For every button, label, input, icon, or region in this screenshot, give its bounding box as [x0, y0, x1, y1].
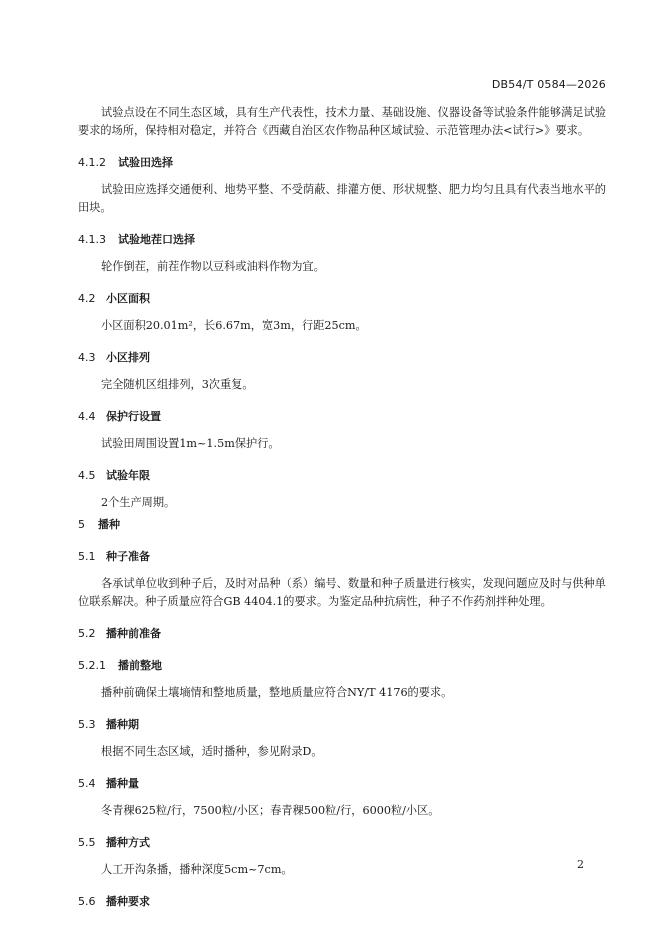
section-number: 4.1.2	[78, 156, 106, 169]
paragraph-5-4: 冬青稞625粒/行，7500粒/小区；春青稞500粒/行，6000粒/小区。	[101, 804, 440, 817]
document-code: DB54/T 0584—2026	[491, 78, 606, 91]
section-title: 小区排列	[106, 351, 150, 364]
heading-4-5	[78, 467, 606, 485]
section-title: 试验年限	[106, 469, 150, 482]
section-number: 4.3	[78, 351, 96, 364]
section-title: 播种	[98, 518, 120, 531]
section-title: 种子准备	[106, 550, 150, 563]
heading-5-4	[78, 775, 606, 793]
page-number: 2	[577, 858, 584, 871]
heading-5-1	[78, 548, 606, 566]
section-title: 播种期	[106, 718, 139, 731]
paragraph-4-5: 2个生产周期。	[101, 496, 176, 509]
paragraph-4-2: 小区面积20.01m²，长6.67m，宽3m，行距25cm。	[101, 319, 367, 332]
section-number: 4.4	[78, 410, 96, 423]
page-body	[78, 104, 606, 911]
section-number: 4.2	[78, 292, 96, 305]
heading-4-2	[78, 290, 606, 308]
heading-5	[78, 516, 606, 534]
section-number: 5.6	[78, 895, 96, 908]
heading-5-3	[78, 716, 606, 734]
heading-5-2	[78, 625, 606, 643]
intro-paragraph: 试验点设在不同生态区域，具有生产代表性，技术力量、基础设施、仪器设备等试验条件能够满足试验要求的场所，保持相对稳定，并符合《西藏自治区农作物品种区域试验、示范管理办法<试行>》要求。	[78, 106, 606, 137]
section-number: 5.1	[78, 550, 96, 563]
section-number: 4.1.3	[78, 233, 106, 246]
section-number: 5.2.1	[78, 659, 106, 672]
heading-4-4	[78, 408, 606, 426]
paragraph-5-3: 根据不同生态区域，适时播种，参见附录D。	[101, 745, 323, 758]
section-title: 播种方式	[106, 836, 150, 849]
section-number: 5.5	[78, 836, 96, 849]
heading-4-1-2	[78, 154, 606, 172]
heading-5-6	[78, 893, 606, 911]
section-title: 播种量	[106, 777, 139, 790]
section-number: 5.4	[78, 777, 96, 790]
section-number: 4.5	[78, 469, 96, 482]
paragraph-4-3: 完全随机区组排列，3次重复。	[101, 378, 254, 391]
paragraph-4-1-2: 试验田应选择交通便利、地势平整、不受荫蔽、排灌方便、形状规整、肥力均匀且具有代表当地水平的田块。	[78, 183, 606, 214]
section-title: 小区面积	[106, 292, 150, 305]
heading-4-1-3	[78, 231, 606, 249]
heading-5-2-1	[78, 657, 606, 675]
section-title: 播前整地	[118, 659, 162, 672]
section-title: 保护行设置	[106, 410, 161, 423]
section-number: 5.2	[78, 627, 96, 640]
paragraph-5-2-1: 播种前确保土壤墒情和整地质量，整地质量应符合NY/T 4176的要求。	[101, 686, 453, 699]
paragraph-5-1: 各承试单位收到种子后，及时对品种（系）编号、数量和种子质量进行核实，发现问题应及时与供种单位联系解决。种子质量应符合GB 4404.1的要求。为鉴定品种抗病性，种子不作药剂拌种处理。	[78, 577, 606, 608]
section-title: 试验地茬口选择	[118, 233, 195, 246]
section-number: 5.3	[78, 718, 96, 731]
section-title: 播种前准备	[106, 627, 161, 640]
heading-4-3	[78, 349, 606, 367]
paragraph-5-5: 人工开沟条播，播种深度5cm~7cm。	[101, 863, 293, 876]
section-title: 播种要求	[106, 895, 150, 908]
paragraph-4-1-3: 轮作倒茬，前茬作物以豆科或油料作物为宜。	[101, 260, 325, 273]
section-title: 试验田选择	[118, 156, 173, 169]
paragraph-4-4: 试验田周围设置1m~1.5m保护行。	[101, 437, 280, 450]
heading-5-5	[78, 834, 606, 852]
section-number: 5	[78, 518, 85, 531]
